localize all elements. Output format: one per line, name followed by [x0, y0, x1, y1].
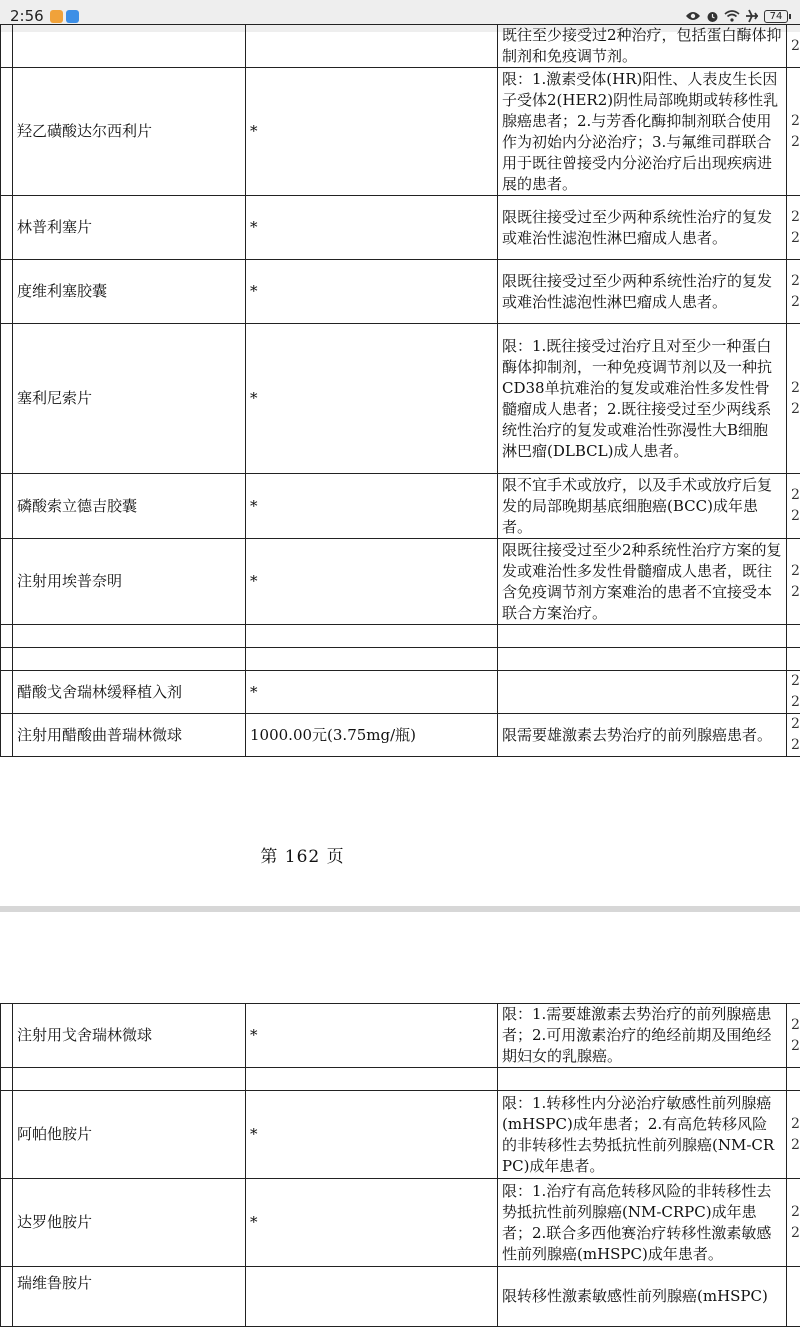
- table-row: [1, 324, 800, 474]
- limit-cell: 既往至少接受过2种治疗，包括蛋白酶体抑制剂和免疫调节剂。: [502, 25, 782, 67]
- drug-name-cell: 瑞维鲁胺片: [13, 1267, 246, 1327]
- table-row: [1, 714, 800, 757]
- limit-cell: 限既往接受过至少两种系统性治疗的复发或难治性滤泡性淋巴瘤成人患者。: [502, 271, 782, 313]
- drug-name-cell: [13, 1068, 246, 1091]
- edge-cell: [787, 1068, 800, 1091]
- drug-name-cell: 羟乙磺酸达尔西利片: [13, 68, 246, 196]
- edge-cell: 2 2: [787, 474, 800, 539]
- price-cell: *: [246, 1179, 498, 1267]
- table-row: [1, 1004, 800, 1068]
- drug-name-cell: 注射用戈舍瑞林微球: [13, 1004, 246, 1068]
- app-icon-blue: [66, 10, 79, 23]
- wifi-icon: [724, 10, 740, 22]
- limit-cell: 限：1.治疗有高危转移风险的非转移性去势抵抗性前列腺癌(NM-CRPC)成年患者；2.联合多西他赛治疗转移性激素敏感性前列腺癌(mHSPC)成年患者。: [502, 1181, 782, 1265]
- limit-cell: 限：1.既往接受过治疗且对至少一种蛋白酶体抑制剂，一种免疫调节剂以及一种抗CD38单抗难治的复发或难治性多发性骨髓瘤成人患者；2.既往接受过至少两线系统性治疗的复发或难治性弥漫性大B细胞淋巴瘤(DLBCL)成人患者。: [502, 336, 782, 462]
- table-row: [1, 25, 800, 68]
- table-row: [1, 1179, 800, 1267]
- drug-name-cell: 度维利塞胶囊: [13, 260, 246, 324]
- drug-name-cell: 注射用醋酸曲普瑞林微球: [13, 714, 246, 757]
- drug-table: [0, 24, 800, 757]
- price-cell: 1000.00元(3.75mg/瓶): [246, 714, 498, 757]
- table-row: [1, 260, 800, 324]
- limit-cell: 限：1.需要雄激素去势治疗的前列腺癌患者；2.可用激素治疗的绝经前期及围绝经期妇女的乳腺癌。: [502, 1004, 782, 1067]
- price-cell: *: [246, 196, 498, 260]
- price-cell: *: [246, 260, 498, 324]
- price-cell: *: [246, 1091, 498, 1179]
- price-cell: *: [246, 324, 498, 474]
- app-icon-orange: [50, 10, 63, 23]
- table-row: [1, 671, 800, 714]
- price-cell: *: [246, 1004, 498, 1068]
- drug-name-cell: 林普利塞片: [13, 196, 246, 260]
- table-row: [1, 1091, 800, 1179]
- table-row: [1, 539, 800, 625]
- table-row: [1, 1068, 800, 1091]
- table-row: [1, 625, 800, 648]
- drug-name-cell: 磷酸索立德吉胶囊: [13, 474, 246, 539]
- drug-name-cell: 醋酸戈舍瑞林缓释植入剂: [13, 671, 246, 714]
- drug-name-cell: [13, 25, 246, 68]
- table-row: [1, 68, 800, 196]
- limit-cell: 限既往接受过至少2种系统性治疗方案的复发或难治性多发性骨髓瘤成人患者，既往含免疫调节剂方案难治的患者不宜接受本联合方案治疗。: [502, 540, 782, 624]
- limit-cell: 限不宜手术或放疗，以及手术或放疗后复发的局部晚期基底细胞癌(BCC)成年患者。: [502, 475, 782, 538]
- edge-cell: [787, 648, 800, 671]
- edge-cell: 2 2: [787, 714, 800, 757]
- price-cell: [246, 25, 498, 68]
- table-row: [1, 1267, 800, 1327]
- limit-cell: 限：1.激素受体(HR)阳性、人表皮生长因子受体2(HER2)阴性局部晚期或转移性乳腺癌患者；2.与芳香化酶抑制剂联合使用作为初始内分泌治疗；3.与氟维司群联合用于既往曾接受内分泌治疗后出现疾病进展的患者。: [502, 69, 782, 195]
- alarm-icon: [706, 10, 719, 23]
- drug-table: [0, 1003, 800, 1327]
- page-number: 第 162 页: [0, 842, 605, 867]
- price-cell: *: [246, 68, 498, 196]
- edge-cell: 2 2: [787, 1091, 800, 1179]
- price-cell: *: [246, 539, 498, 625]
- edge-cell: 2 2: [787, 1004, 800, 1068]
- drug-name-cell: 达罗他胺片: [13, 1179, 246, 1267]
- document-page-162: [0, 32, 800, 906]
- edge-cell: 2 2: [787, 68, 800, 196]
- drug-name-cell: 塞利尼索片: [13, 324, 246, 474]
- drug-name-cell: [13, 625, 246, 648]
- price-cell: [246, 1267, 498, 1327]
- edge-cell: 2 2: [787, 260, 800, 324]
- drug-name-cell: 阿帕他胺片: [13, 1091, 246, 1179]
- drug-name-cell: [13, 648, 246, 671]
- table-row: [1, 196, 800, 260]
- edge-cell: 2 2: [787, 324, 800, 474]
- price-cell: *: [246, 474, 498, 539]
- edge-cell: [787, 625, 800, 648]
- edge-cell: 2: [787, 25, 800, 68]
- price-cell: [246, 625, 498, 648]
- status-time: 2:56: [10, 7, 44, 25]
- edge-cell: 2 2: [787, 1179, 800, 1267]
- edge-cell: 2 2: [787, 671, 800, 714]
- limit-cell: 限需要雄激素去势治疗的前列腺癌患者。: [502, 725, 782, 746]
- price-cell: [246, 1068, 498, 1091]
- table-row: [1, 474, 800, 539]
- price-cell: *: [246, 671, 498, 714]
- table-row: [1, 648, 800, 671]
- limit-cell: 限转移性激素敏感性前列腺癌(mHSPC): [502, 1286, 782, 1307]
- edge-cell: 2 2: [787, 196, 800, 260]
- drug-name-cell: 注射用埃普奈明: [13, 539, 246, 625]
- limit-cell: 限：1.转移性内分泌治疗敏感性前列腺癌(mHSPC)成年患者；2.有高危转移风险的非转移性去势抵抗性前列腺癌(NM-CRPC)成年患者。: [502, 1093, 782, 1177]
- price-cell: [246, 648, 498, 671]
- document-page-163: [0, 912, 800, 1280]
- battery-icon: 74: [764, 10, 788, 23]
- edge-cell: [787, 1267, 800, 1327]
- edge-cell: 2 2: [787, 539, 800, 625]
- eye-icon: [685, 10, 701, 22]
- airplane-icon: [745, 9, 759, 23]
- limit-cell: 限既往接受过至少两种系统性治疗的复发或难治性滤泡性淋巴瘤成人患者。: [502, 207, 782, 249]
